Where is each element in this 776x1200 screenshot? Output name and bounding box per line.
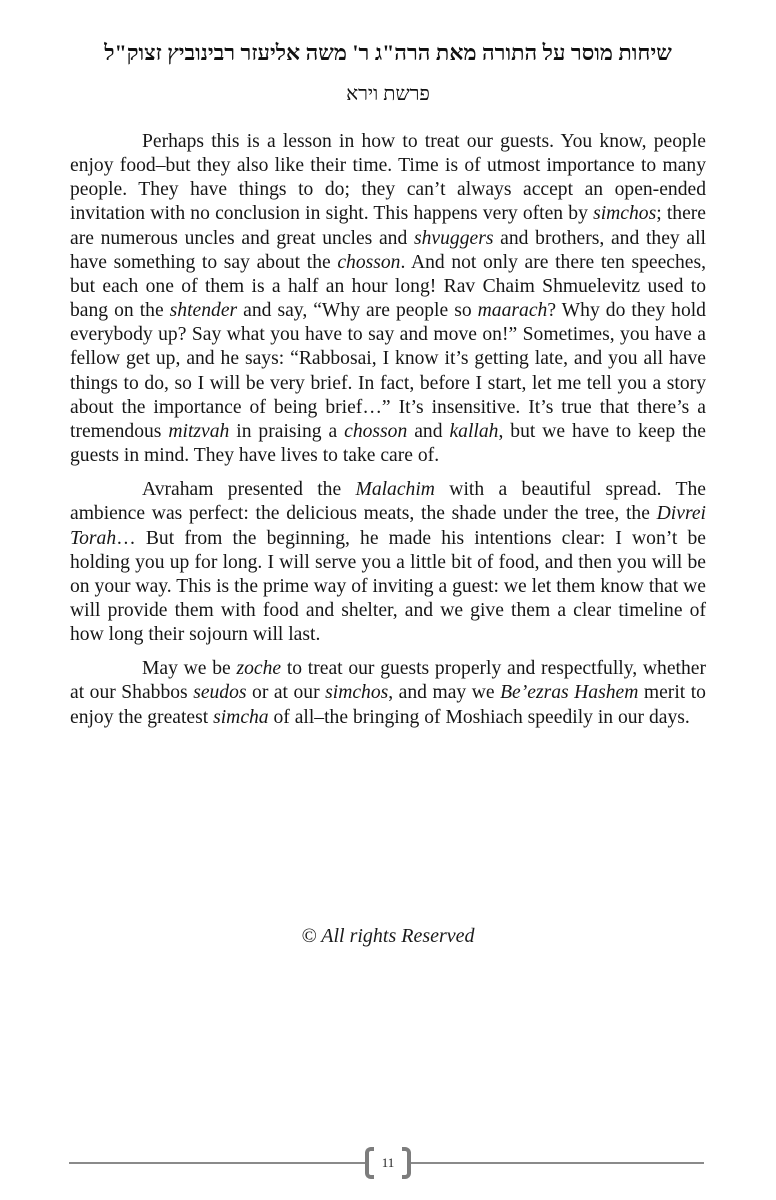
- copyright-notice: © All rights Reserved: [301, 925, 475, 947]
- italic-term: maarach: [477, 300, 548, 322]
- paragraph-2: Avraham presented the Malachim with a beautiful spread. The ambience was perfect: the delicious meats, the shade under the tree, the Divrei Torah… But from the beginning, he made his intentions clear: I won’t be holding you up for long. I will serve you a little bit of food, and then you will be on your way. This is the prime way of inviting a guest: we let them know that we will provide them with food and shelter, and we give them a clear timeline of how long their sojourn will last.: [70, 479, 706, 646]
- footer-rule-right: [411, 1162, 704, 1164]
- italic-term: chosson: [337, 251, 401, 273]
- footer-rule-left: [69, 1162, 365, 1164]
- italic-term: simchos: [325, 682, 389, 704]
- page-number-badge: [365, 1143, 411, 1183]
- right-bracket-icon: [402, 1147, 411, 1179]
- italic-term: simchos: [593, 203, 657, 225]
- italic-term: chosson: [344, 420, 408, 442]
- italic-term: simcha: [213, 706, 269, 728]
- paragraph-1: Perhaps this is a lesson in how to treat our guests. You know, people enjoy food–but they also like their time. Time is of utmost importance to many people. They have things to do; they can’t always accept an open-ended invitation with no conclusion in sight. This happens very often by simchos; there are numerous uncles and great uncles and shvuggers and brothers, and they all have something to say about the chosson. And not only are there ten speeches, but each one of them is a half an hour long! Rav Chaim Shmuelevitz used to bang on the shtender and say, “Why are people so maarach? Why do they hold everybody up? Say what you have to say and move on!” Sometimes, you have a fellow get up, and he says: “Rabbosai, I know it’s getting late, and you all have things to do, so I will be very brief. In fact, before I start, let me tell you a story about the importance of being brief…” It’s insensitive. It’s true that there’s a tremendous mitzvah in praising a chosson and kallah, but we have to keep the guests in mind. They have lives to take care of.: [70, 131, 707, 467]
- article-body: [70, 130, 706, 740]
- italic-term: seudos: [193, 682, 247, 704]
- italic-term: Malachim: [355, 479, 435, 501]
- parsha-subtitle: פרשת וירא: [346, 83, 430, 105]
- italic-term: zoche: [236, 658, 282, 680]
- italic-term: Be’ezras Hashem: [500, 682, 639, 704]
- page-number: 11: [381, 1155, 395, 1170]
- paragraph-3: May we be zoche to treat our guests properly and respectfully, whether at our Shabbos seudos or at our simchos, and may we Be’ezras Hashem merit to enjoy the greatest simcha of all–the bringing of Moshiach speedily in our days.: [70, 658, 706, 728]
- italic-term: Divrei Torah: [70, 503, 706, 549]
- italic-term: shtender: [169, 300, 238, 322]
- page-footer: [69, 1143, 704, 1183]
- left-bracket-icon: [365, 1147, 374, 1179]
- italic-term: kallah: [449, 420, 499, 442]
- page-header-title: שיחות מוסר על התורה מאת הרה"ג ר' משה אליעזר רבינוביץ זצוק"ל: [104, 40, 672, 65]
- italic-term: mitzvah: [168, 420, 230, 442]
- italic-term: shvuggers: [413, 227, 494, 249]
